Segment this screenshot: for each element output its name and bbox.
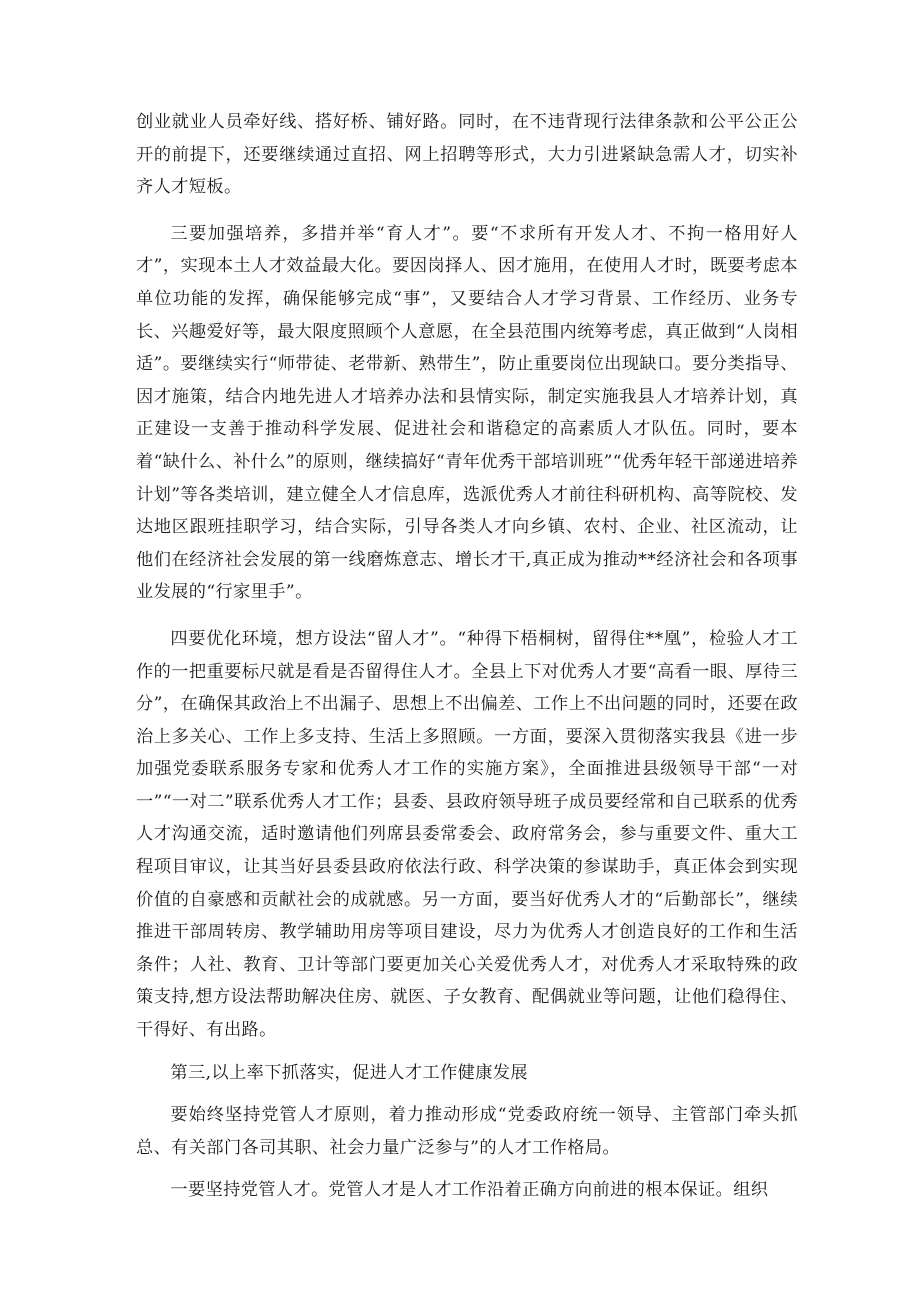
paragraph-retain-talent: 四要优化环境，想方设法“留人才”。“种得下梧桐树，留得住**凰”，检验人才工作的一把重要标尺就是看是否留得住人才。全县上下对优秀人才要“高看一眼、厚待三分”，在确保其政治上不出漏子、思想上不出偏差、工作上不出问题的同时，还要在政治上多关心、工作上多支持、生活上多照顾。一方面，要深入贯彻落实我县《进一步加强党委联系服务专家和优秀人才工作的实施方案》，全面推进县级领导干部“一对一”“一对二”联系优秀人才工作；县委、县政府领导班子成员要经常和自己联系的优秀人才沟通交流，适时邀请他们列席县委常委会、政府常务会，参与重要文件、重大工程项目审议，让其当好县委县政府依法行政、科学决策的参谋助手，真正体会到实现价值的自豪感和贡献社会的成就感。另一方面，要当好优秀人才的“后勤部长”，继续推进干部周转房、教学辅助用房等项目建设，尽力为优秀人才创造良好的工作和生活条件；人社、教育、卫计等部门要更加关心关爱优秀人才，对优秀人才采取特殊的政策支持,想方设法帮助解决住房、就医、子女教育、配偶就业等问题，让他们稳得住、干得好、有出路。 (136, 628, 798, 1041)
paragraph-cultivate-talent: 三要加强培养，多措并举“育人才”。要“不求所有开发人才、不拘一格用好人才”，实现本土人才效益最大化。要因岗择人、因才施用，在使用人才时，既要考虑本单位功能的发挥，确保能够完成“事”，又要结合人才学习背景、工作经历、业务专长、兴趣爱好等，最大限度照顾个人意愿，在全县范围内统筹考虑，真正做到“人岗相适”。要继续实行“师带徒、老带新、熟带生”，防止重要岗位出现缺口。要分类指导、因才施策，结合内地先进人才培养办法和县情实际，制定实施我县人才培养计划，真正建设一支善于推动科学发展、促进社会和谐稳定的高素质人才队伍。同时，要本着“缺什么、补什么”的原则，继续搞好“青年优秀干部培训班”“优秀年轻干部递进培养计划”等各类培训，建立健全人才信息库，选派优秀人才前往科研机构、高等院校、发达地区跟班挂职学习，结合实际，引导各类人才向乡镇、农村、企业、社区流动，让他们在经济社会发展的第一线磨炼意志、增长才干,真正成为推动**经济社会和各项事业发展的“行家里手”。 (136, 223, 798, 603)
section-heading-third: 第三,以上率下抓落实，促进人才工作健康发展 (170, 1062, 529, 1083)
paragraph-party-management: 一要坚持党管人才。党管人才是人才工作沿着正确方向前进的根本保证。组织 (170, 1180, 769, 1201)
document-page (136, 106, 798, 1207)
paragraph-continuation: 创业就业人员牵好线、搭好桥、铺好路。同时，在不违背现行法律条款和公平公正公开的前提下，还要继续通过直招、网上招聘等形式，大力引进紧缺急需人才，切实补齐人才短板。 (136, 112, 798, 198)
paragraph-party-principle: 要始终坚持党管人才原则，着力推动形成“党委政府统一领导、主管部门牵头抓总、有关部门各司其职、社会力量广泛参与”的人才工作格局。 (136, 1105, 798, 1158)
